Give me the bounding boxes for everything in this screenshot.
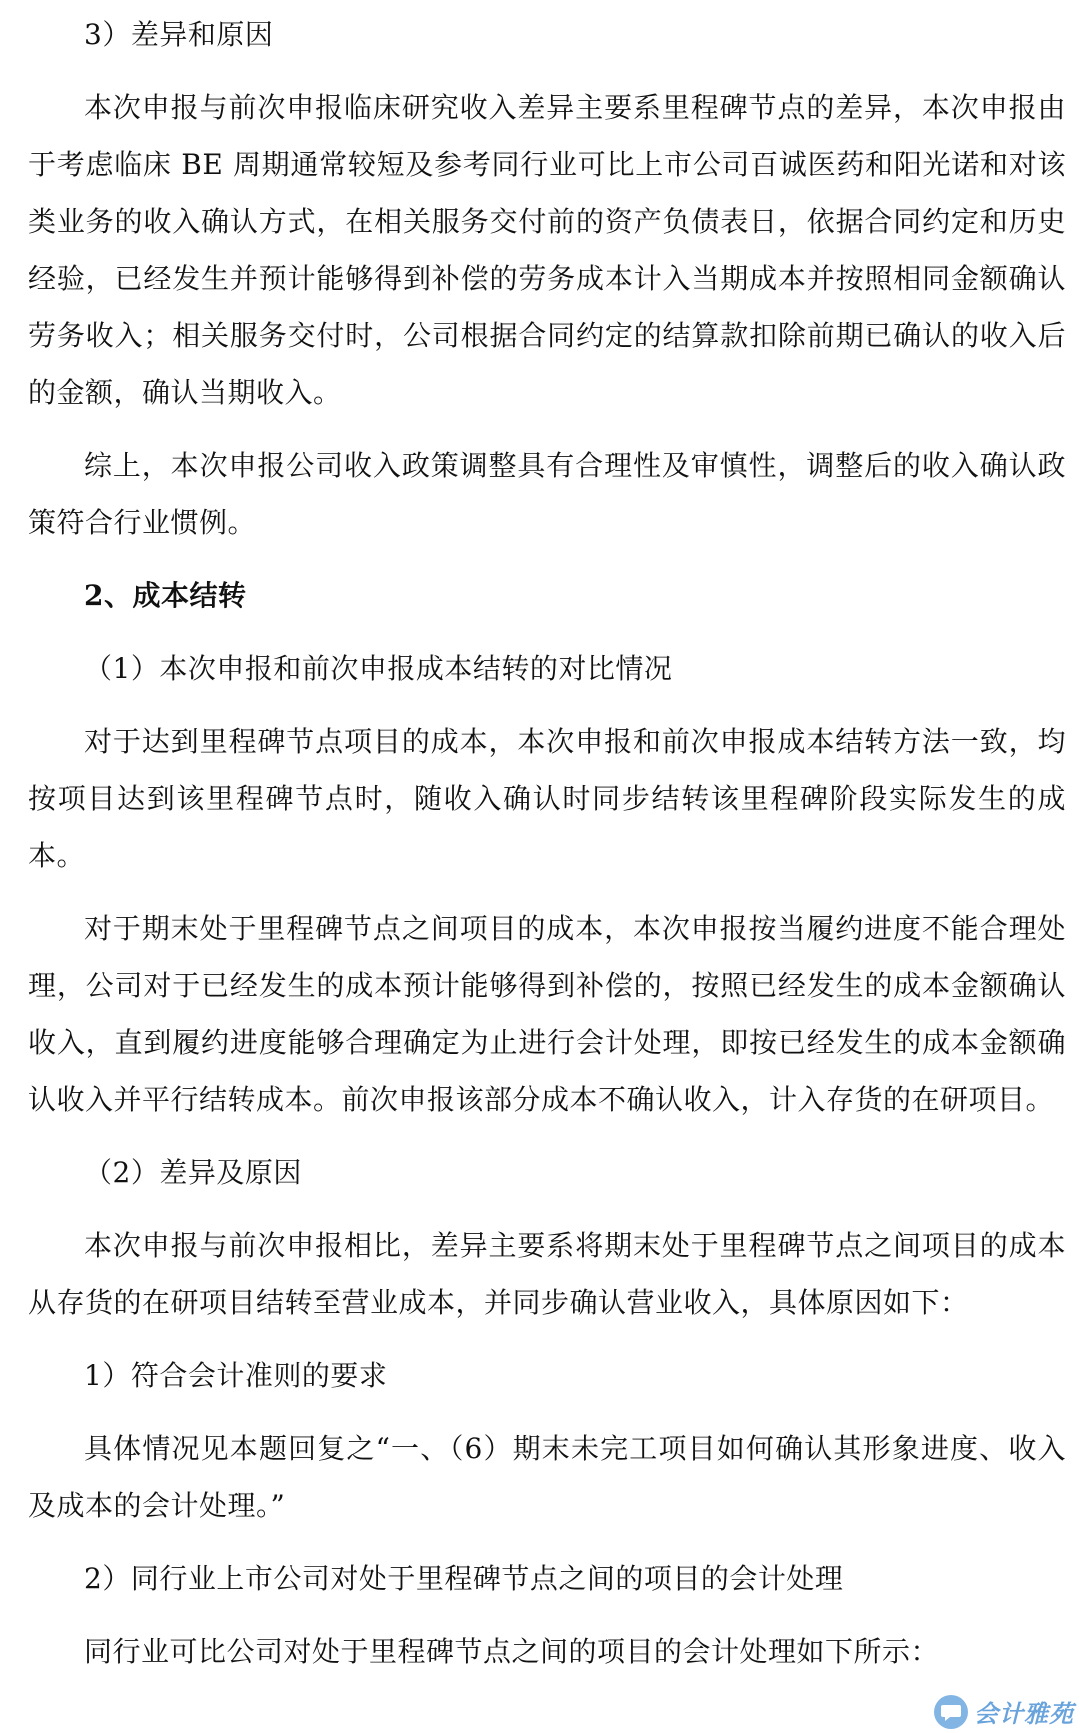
subheading-difference-cause: （2）差异及原因 — [84, 1156, 302, 1189]
paragraph-summary: 综上，本次申报公司收入政策调整具有合理性及审慎性，调整后的收入确认政策符合行业惯例。 — [28, 449, 1066, 539]
paragraph-milestone-cost: 对于达到里程碑节点项目的成本，本次申报和前次申报成本结转方法一致，均按项目达到该里程碑节点时，随收入确认时同步结转该里程碑阶段实际发生的成本。 — [28, 725, 1066, 872]
chat-bubble-icon — [934, 1695, 968, 1729]
section-heading-cost-transfer: 2、成本结转 — [84, 579, 247, 612]
paragraph-period-end-cost: 对于期末处于里程碑节点之间项目的成本，本次申报按当履约进度不能合理处理，公司对于已经发生的成本预计能够得到补偿的，按照已经发生的成本金额确认收入，直到履约进度能够合理确定为止进行会计处理，即按已经发生的成本金额确认收入并平行结转成本。前次申报该部分成本不确认收入，计入存货的在研项目。 — [28, 912, 1066, 1116]
paragraph-clinical-revenue-difference: 本次申报与前次申报临床研究收入差异主要系里程碑节点的差异，本次申报由于考虑临床 BE 周期通常较短及参考同行业可比上市公司百诚医药和阳光诺和对该类业务的收入确认方式，在相关服务交付前的资产负债表日，依据合同约定和历史经验，已经发生并预计能够得到补偿的劳务成本计入当期成本并按照相同金额确认劳务收入；相关服务交付时，公司根据合同约定的结算款扣除前期已确认的收入后的金额，确认当期收入。 — [28, 91, 1066, 409]
watermark-text: 会计雅苑 — [974, 1700, 1074, 1728]
paragraph-peer-treatment: 同行业可比公司对处于里程碑节点之间的项目的会计处理如下所示： — [84, 1635, 940, 1668]
subheading-accounting-standard: 1）符合会计准则的要求 — [84, 1359, 388, 1392]
subheading-difference-reason: 3）差异和原因 — [84, 18, 274, 51]
subheading-peer-companies: 2）同行业上市公司对处于里程碑节点之间的项目的会计处理 — [84, 1562, 844, 1595]
subheading-comparison: （1）本次申报和前次申报成本结转的对比情况 — [84, 652, 673, 685]
paragraph-difference-detail: 本次申报与前次申报相比，差异主要系将期末处于里程碑节点之间项目的成本从存货的在研项目结转至营业成本，并同步确认营业收入，具体原因如下： — [28, 1229, 1066, 1319]
paragraph-reference: 具体情况见本题回复之“一、（6）期末未完工项目如何确认其形象进度、收入及成本的会计处理。” — [28, 1432, 1066, 1522]
watermark-logo — [934, 1694, 1074, 1729]
